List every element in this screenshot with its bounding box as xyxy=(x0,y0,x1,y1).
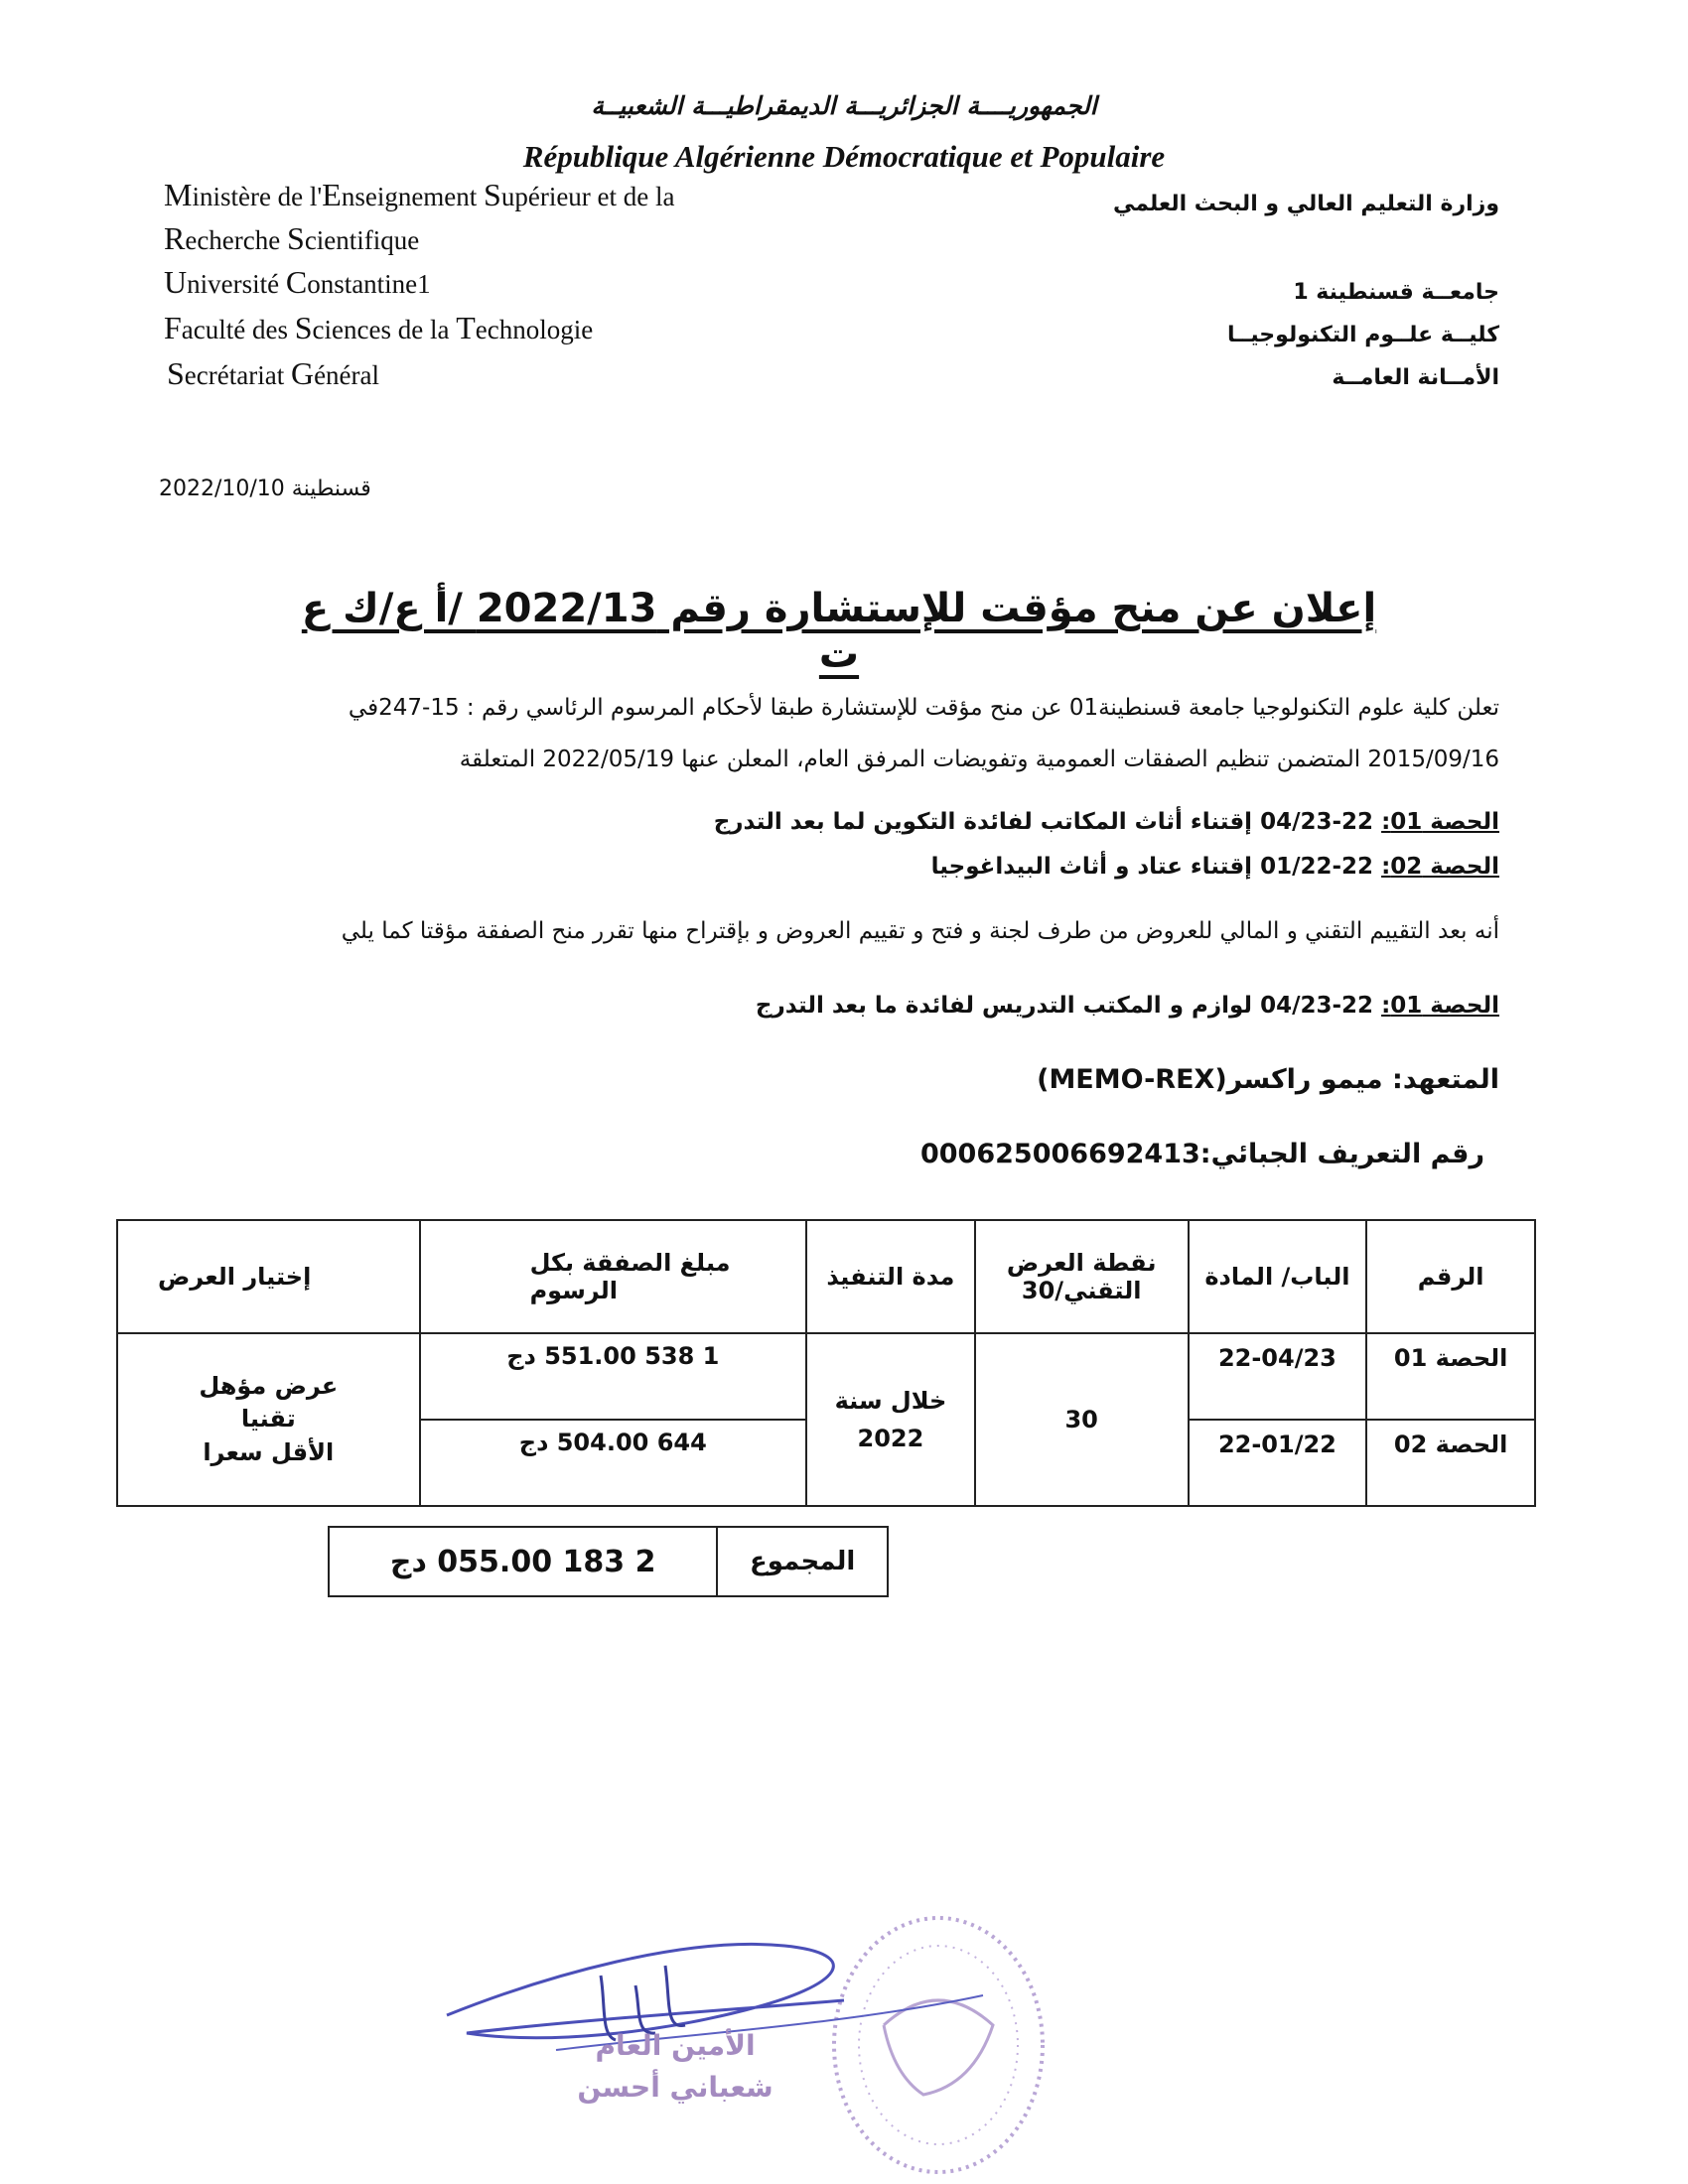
award-table xyxy=(116,1219,1536,1507)
fr-university: Université Constantine1 xyxy=(164,264,431,300)
table-header: نقطة العرض التقني/30 xyxy=(975,1220,1189,1333)
contractor-line: المتعهد: ميمو راكسر(MEMO-REX) xyxy=(1037,1064,1499,1095)
lot-1-line xyxy=(714,809,1499,835)
lot-2-line xyxy=(931,854,1499,880)
duration-cell: خلال سنة 2022 xyxy=(806,1333,975,1506)
total-label: المجموع xyxy=(718,1526,889,1597)
stamp-title: الأمين العام xyxy=(595,2029,756,2062)
lot-1-text: 22-04/23 إقتناء أثاث المكاتب لفائدة التكوين لما بعد التدرج xyxy=(713,809,1382,835)
stamp-signatory xyxy=(536,2025,814,2109)
stamp-name: شعباني أحسن xyxy=(577,2071,774,2104)
lot-2-text: 22-01/22 إقتناء عتاد و أثاث البيداغوجيا xyxy=(930,854,1382,880)
award-label: الحصة 01: xyxy=(1381,993,1499,1019)
total-value: 2 183 055.00 دج xyxy=(328,1526,718,1597)
award-text: 22-04/23 لوازم و المكتب التدريس لفائدة ما بعد التدرج xyxy=(755,993,1382,1019)
date-line: قسنطينة 2022/10/10 xyxy=(159,477,371,501)
intro-line-1: تعلن كلية علوم التكنولوجيا جامعة قسنطينة01 عن منح مؤقت للإستشارة طبقا لأحكام المرسوم الرئاسي رقم : 15-247في xyxy=(348,695,1499,721)
lot-number-cell: الحصة 01 xyxy=(1366,1333,1535,1420)
table-header: إختيار العرض xyxy=(117,1220,420,1333)
amount-cell: 1 538 551.00 دج xyxy=(420,1333,806,1420)
chapter-cell: 22-04/23 xyxy=(1189,1333,1367,1420)
announcement-title: إعلان عن منح مؤقت للإستشارة رقم 2022/13 /أ ع/ك ع ت xyxy=(301,586,1377,677)
lot-2-label: الحصة 02: xyxy=(1381,854,1499,880)
lot-number-cell: الحصة 02 xyxy=(1366,1420,1535,1506)
fr-secretariat: Secrétariat Général xyxy=(167,355,380,391)
ar-university: جامعــة قسنطينة 1 xyxy=(1293,280,1499,305)
table-row xyxy=(117,1333,1535,1420)
fr-faculty: Faculté des Sciences de la Technologie xyxy=(164,310,594,345)
ar-faculty: كليــة علــوم التكنولوجيــا xyxy=(1227,323,1499,347)
fr-ministry-line-2: Recherche Scientifique xyxy=(164,220,420,256)
table-header: مدة التنفيذ xyxy=(806,1220,975,1333)
table-header: مبلغ الصفقة بكل الرسوم xyxy=(420,1220,806,1333)
table-header: الرقم xyxy=(1366,1220,1535,1333)
evaluation-text: أنه بعد التقييم التقني و المالي للعروض من طرف لجنة و فتح و تقييم العروض و بإقتراح منها تقرر منح الصفقة مؤقتا كما يلي xyxy=(341,918,1499,944)
table-header: الباب/ المادة xyxy=(1189,1220,1367,1333)
intro-line-2: 2015/09/16 المتضمن تنظيم الصفقات العمومية وتفويضات المرفق العام، المعلن عنها 2022/05/19 المتعلقة xyxy=(459,747,1499,772)
lot-1-label: الحصة 01: xyxy=(1381,809,1499,835)
total-row xyxy=(328,1526,889,1597)
chapter-cell: 22-01/22 xyxy=(1189,1420,1367,1506)
ar-secretariat: الأمــانة العامــة xyxy=(1332,365,1499,390)
tech-score-cell: 30 xyxy=(975,1333,1189,1506)
offer-choice-cell: عرض مؤهل تقنيا الأقل سعرا xyxy=(117,1333,420,1506)
fr-ministry-line-1: Ministère de l'Enseignement Supérieur et de la xyxy=(164,177,675,212)
header-arabic-republic: الجمهوريــــة الجزائريـــة الديمقراطيـــة الشعبيــة xyxy=(591,91,1097,120)
amount-cell: 644 504.00 دج xyxy=(420,1420,806,1506)
ar-ministry: وزارة التعليم العالي و البحث العلمي xyxy=(1112,192,1499,216)
header-french-republic: République Algérienne Démocratique et Populaire xyxy=(522,139,1166,174)
table-header-row xyxy=(117,1220,1535,1333)
award-line xyxy=(756,993,1499,1019)
fiscal-id-line: رقم التعريف الجبائي:000625006692413 xyxy=(919,1139,1484,1169)
